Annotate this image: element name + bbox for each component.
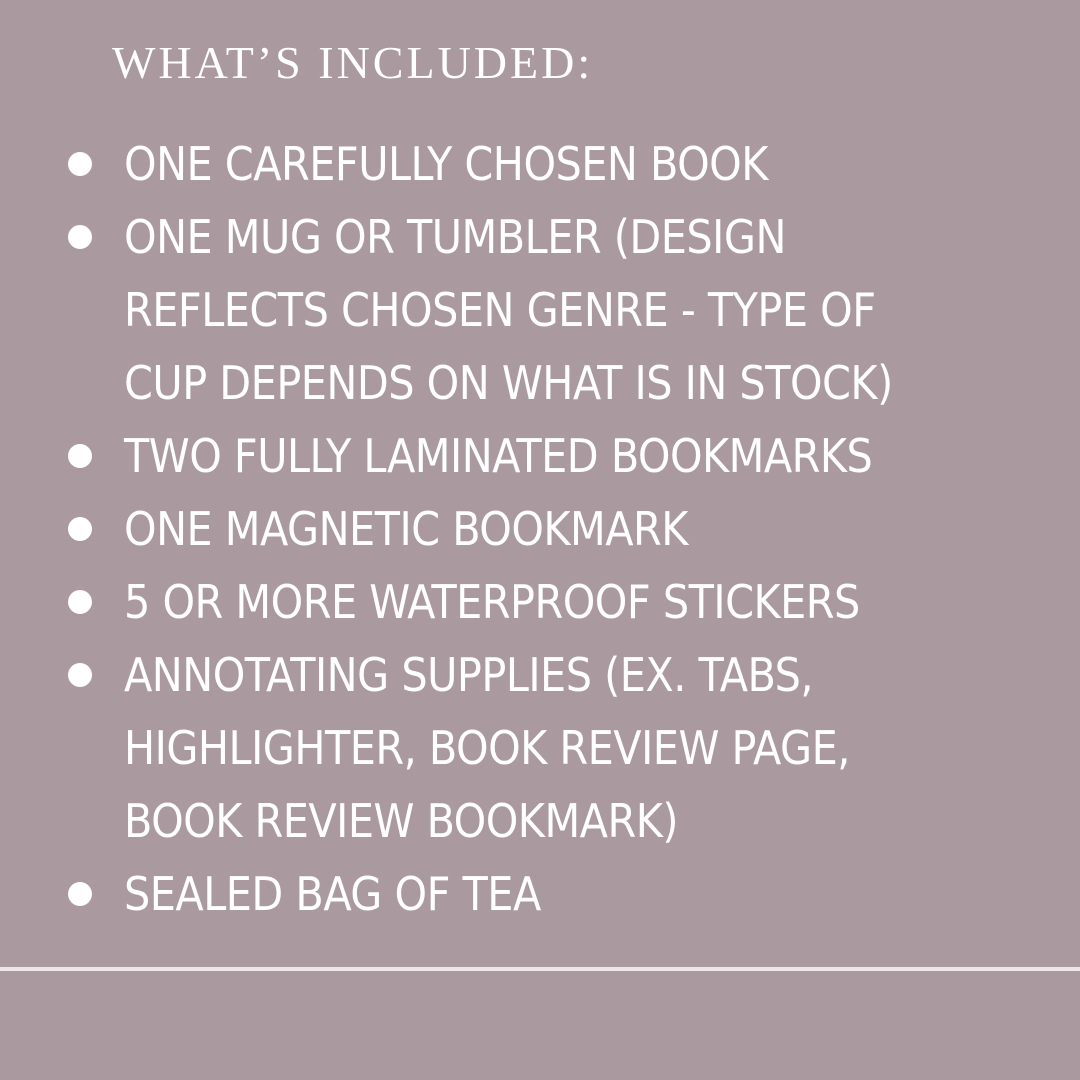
list-item-text: ANNOTATING SUPPLIES (EX. TABS, HIGHLIGHTER, BOOK REVIEW PAGE, BOOK REVIEW BOOKMARK) [124,648,850,848]
divider-line [0,967,1080,971]
list-item [68,566,948,639]
bullet-dot-icon [68,517,92,541]
list-item [68,858,948,931]
list-item [68,128,948,201]
bullet-dot-icon [68,590,92,614]
list-item-text: TWO FULLY LAMINATED BOOKMARKS [124,429,873,483]
list-item [68,493,948,566]
section-heading: WHAT’S INCLUDED: [112,37,594,88]
list-item-text: 5 OR MORE WATERPROOF STICKERS [124,575,860,629]
bullet-dot-icon [68,444,92,468]
bullet-dot-icon [68,152,92,176]
list-item-text: ONE CAREFULLY CHOSEN BOOK [124,137,768,191]
list-item-text: ONE MUG OR TUMBLER (DESIGN REFLECTS CHOSEN GENRE - TYPE OF CUP DEPENDS ON WHAT IS IN STOCK) [124,210,893,410]
list-item [68,639,948,858]
list-item-text: SEALED BAG OF TEA [124,867,541,921]
included-items-list [68,128,948,931]
list-item-text: ONE MAGNETIC BOOKMARK [124,502,688,556]
bullet-dot-icon [68,225,92,249]
list-item [68,201,948,420]
bullet-dot-icon [68,882,92,906]
list-item [68,420,948,493]
bullet-dot-icon [68,663,92,687]
